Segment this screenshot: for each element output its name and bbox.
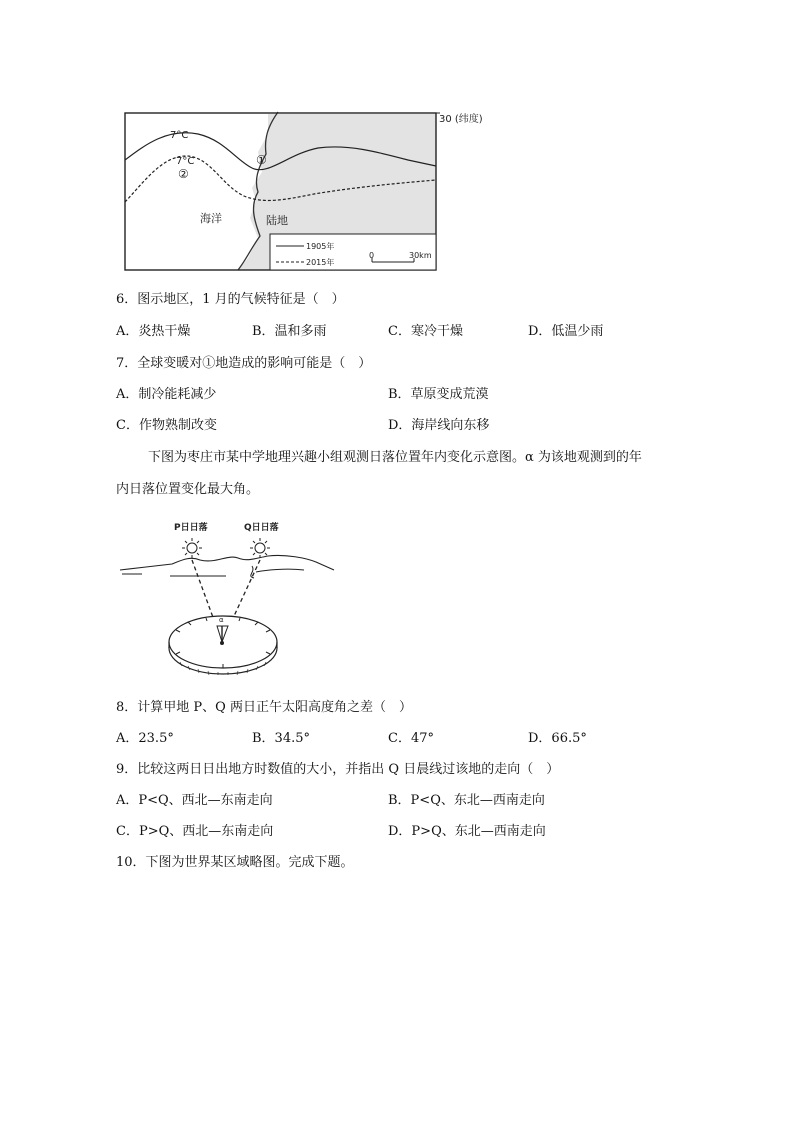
legend-1905: 1905年 xyxy=(306,242,335,251)
q8-option-b[interactable]: B．34.5° xyxy=(252,731,310,746)
q7-option-a[interactable]: A．制冷能耗减少 xyxy=(116,387,217,402)
q9-option-b[interactable]: B．P<Q、东北—西南走向 xyxy=(388,793,545,808)
alpha-label: α xyxy=(219,616,224,624)
q6-option-d[interactable]: D．低温少雨 xyxy=(528,324,604,339)
legend-2015: 2015年 xyxy=(306,258,335,267)
q6-option-c[interactable]: C．寒冷干燥 xyxy=(388,324,463,339)
q7-option-b[interactable]: B．草原变成荒漠 xyxy=(388,387,489,402)
q10-stem: 10．下图为世界某区域略图。完成下题。 xyxy=(116,855,354,870)
q8-option-a[interactable]: A．23.5° xyxy=(116,731,174,746)
marker-1: ① xyxy=(256,153,267,167)
sun-q-icon xyxy=(250,538,270,558)
q7-option-c[interactable]: C．作物熟制改变 xyxy=(116,418,217,433)
q9-stem: 9．比较这两日日出地方时数值的大小，并指出 Q 日晨线过该地的走向（ ） xyxy=(116,762,560,777)
intro-line-2: 内日落位置变化最大角。 xyxy=(116,482,260,497)
q8-stem: 8．计算甲地 P、Q 两日正午太阳高度角之差（ ） xyxy=(116,700,412,715)
isotherm-bottom-label: 7°C xyxy=(176,156,195,167)
q9-option-c[interactable]: C．P>Q、西北—东南走向 xyxy=(116,824,274,839)
lat-label: 30 (纬度) xyxy=(439,114,483,125)
q7-stem: 7．全球变暖对①地造成的影响可能是（ ） xyxy=(116,356,372,371)
q8-option-d[interactable]: D．66.5° xyxy=(528,731,587,746)
q6-option-a[interactable]: A．炎热干燥 xyxy=(116,324,191,339)
sun-p-icon xyxy=(182,538,202,558)
marker-2: ② xyxy=(178,167,189,181)
isotherm-top-label: 7°C xyxy=(170,130,189,141)
q6-stem: 6．图示地区，1 月的气候特征是（ ） xyxy=(116,292,345,307)
p-sunset-label: P日日落 xyxy=(174,523,208,533)
sunset-diagram xyxy=(116,518,342,678)
q8-option-c[interactable]: C．47° xyxy=(388,731,434,746)
isotherm-map xyxy=(118,108,498,278)
q-sunset-label: Q日日落 xyxy=(244,523,279,533)
q9-option-a[interactable]: A．P<Q、西北—东南走向 xyxy=(116,793,273,808)
q9-option-d[interactable]: D．P>Q、东北—西南走向 xyxy=(388,824,546,839)
land-label: 陆地 xyxy=(266,214,288,227)
horizon-hills xyxy=(120,555,334,570)
scale-30: 30km xyxy=(409,251,432,260)
scale-0: 0 xyxy=(369,251,375,260)
q6-option-b[interactable]: B．温和多雨 xyxy=(252,324,327,339)
intro-line-1: 下图为枣庄市某中学地理兴趣小组观测日落位置年内变化示意图。α 为该地观测到的年 xyxy=(148,450,642,465)
q7-option-d[interactable]: D．海岸线向东移 xyxy=(388,418,490,433)
ocean-label: 海洋 xyxy=(200,212,222,225)
